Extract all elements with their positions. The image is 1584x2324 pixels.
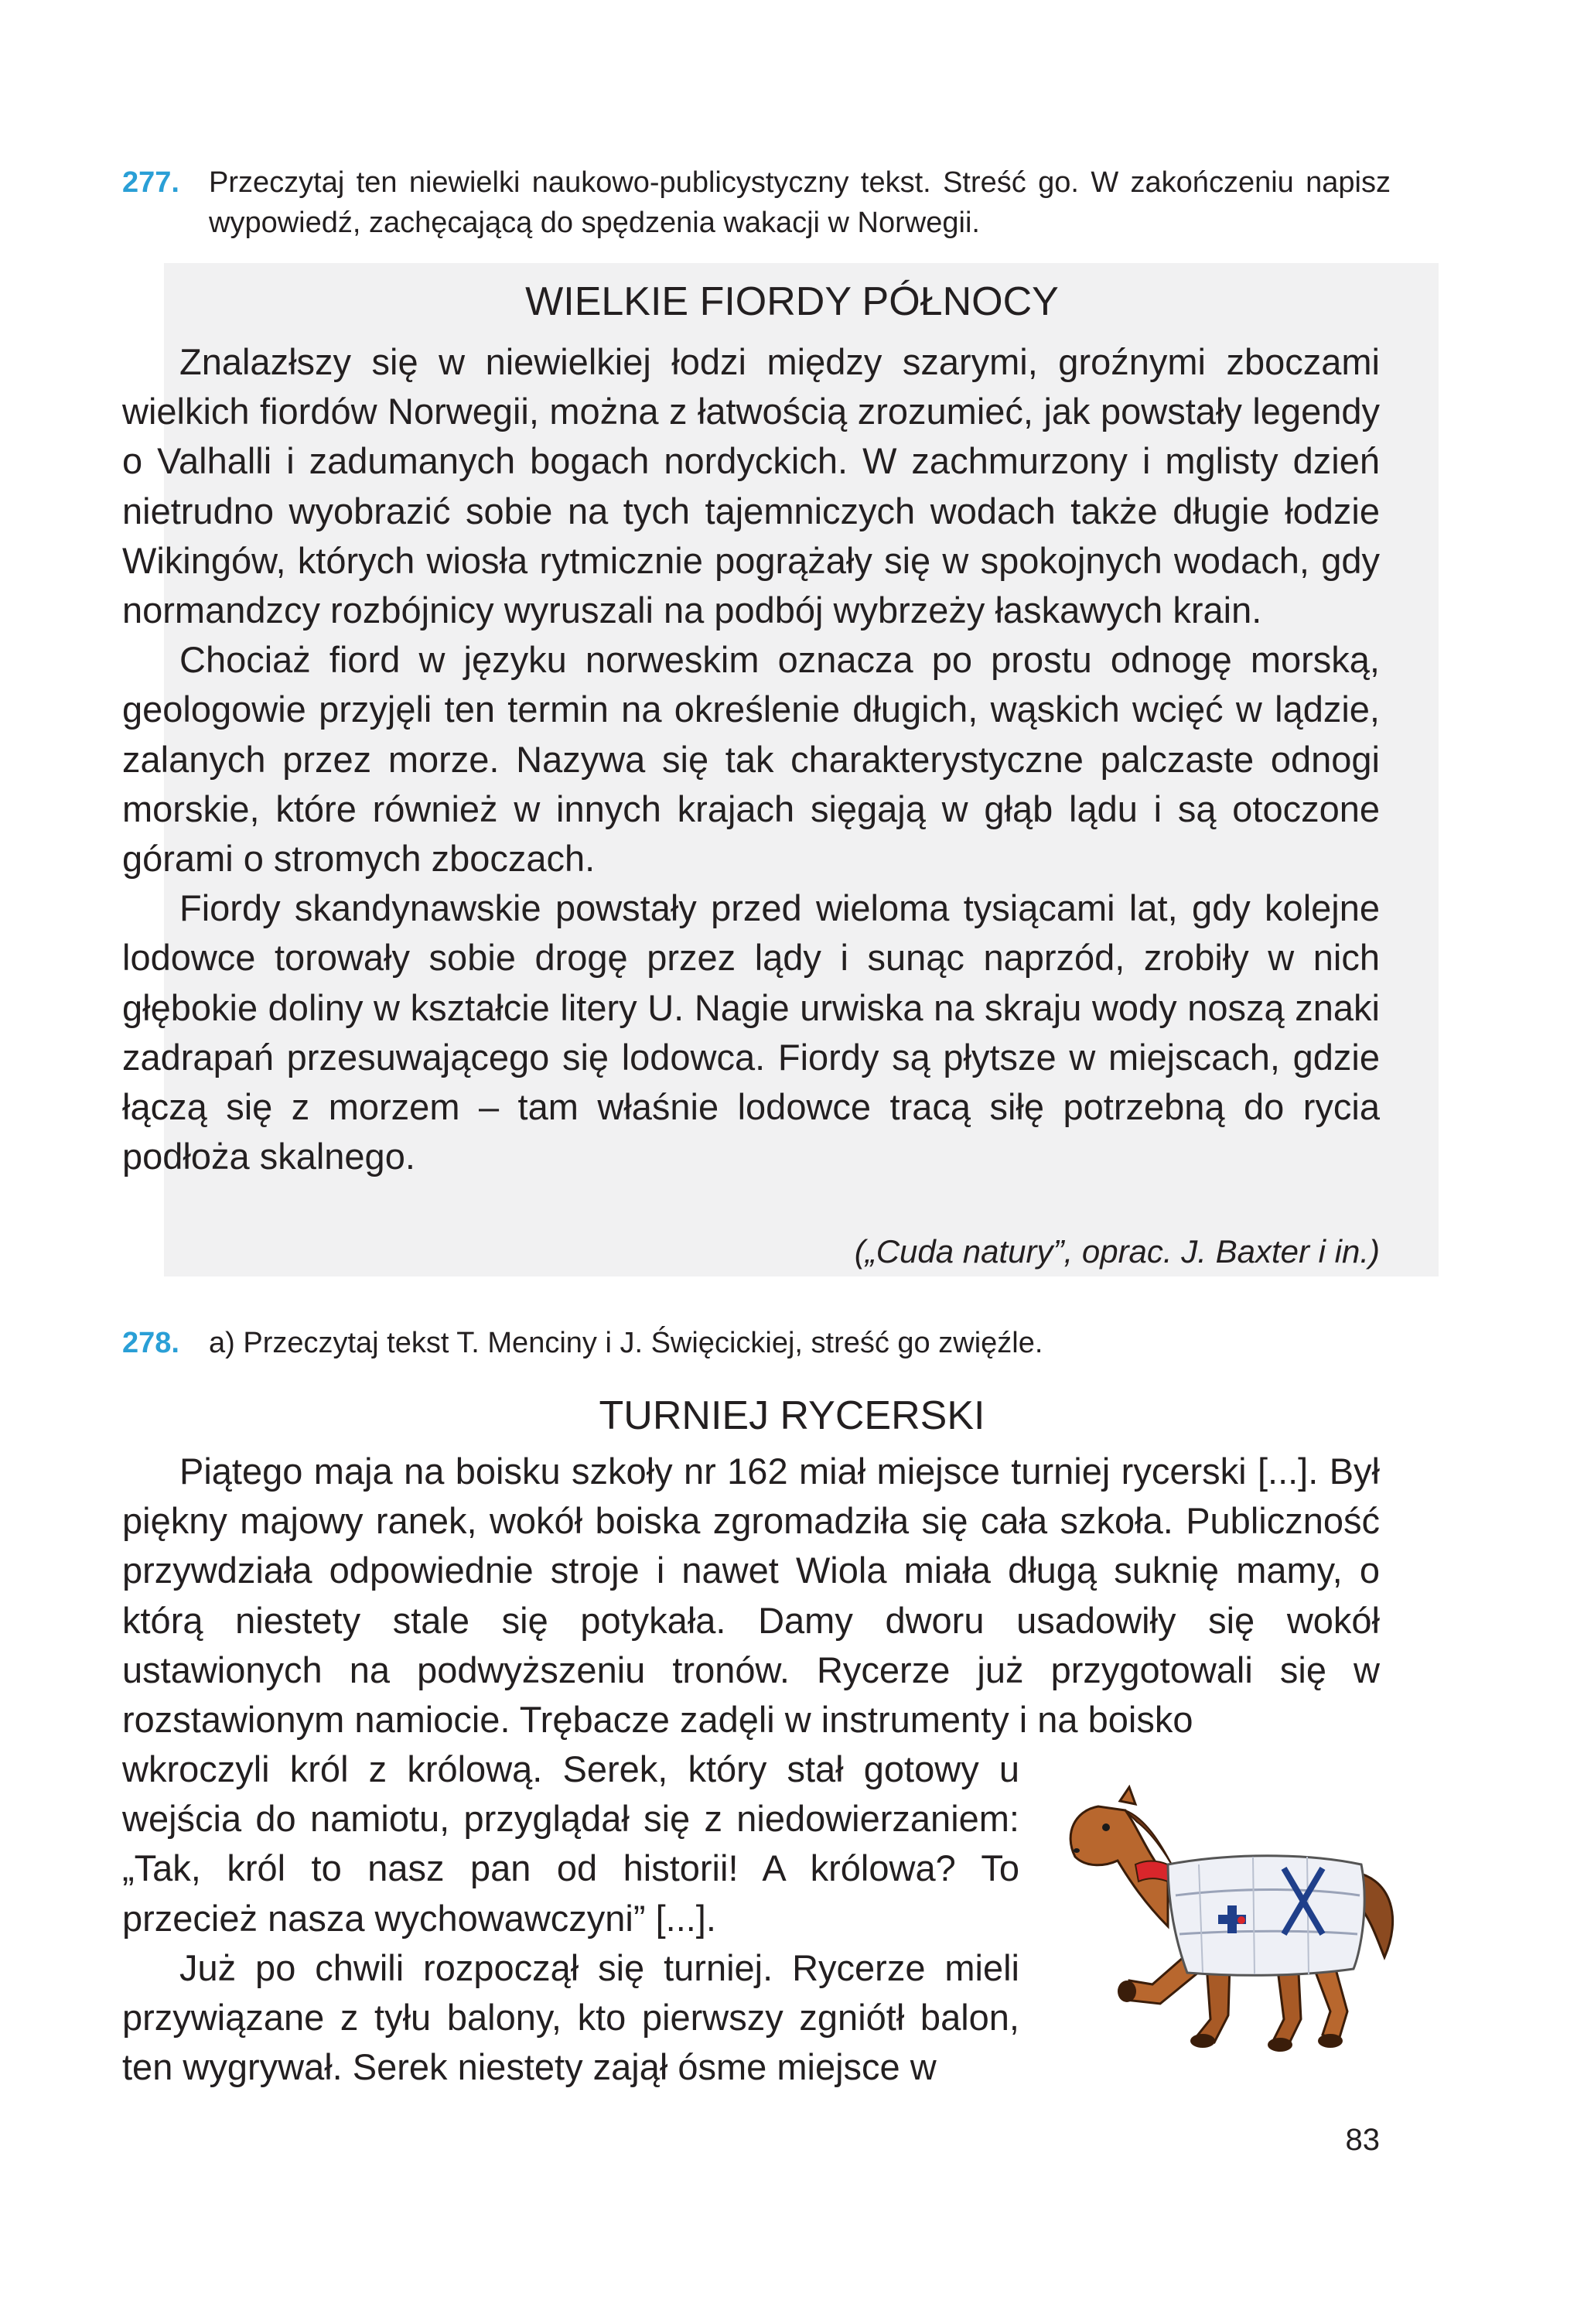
paragraph: Chociaż fiord w języku norweskim oznacza po prostu odnogę morską, geologowie przyjęli ten termin na określenie długich, wąskich wcięć w lądzie, zalanych przez morze. Nazywa się tak charakterystyczne palczaste odnogi morskie, które również w innych krajach sięgają w głąb lądu i są otoczone górami o stromych zboczach. xyxy=(122,639,1380,880)
text-title: WIELKIE FIORDY PÓŁNOCY xyxy=(525,279,1059,324)
reading-text xyxy=(122,1447,1380,1745)
exercise-instruction: a) Przeczytaj tekst T. Menciny i J. Święcickiej, streść go zwięźle. xyxy=(209,1327,1043,1359)
paragraph: wkroczyli król z królową. Serek, który stał gotowy u wejścia do namiotu, przyglądał się z niedowierzaniem: „Tak, król to nasz pan od historii! A królowa? To przecież nasza wychowawczyni” [...]. xyxy=(122,1748,1019,1939)
horse-illustration xyxy=(1052,1779,1408,2066)
reading-text xyxy=(122,337,1380,1181)
paragraph: Fiordy skandynawskie powstały przed wieloma tysiącami lat, gdy kolejne lodowce torowały sobie drogę przez lądy i sunąc naprzód, zrobiły w nich głębokie doliny w kształcie litery U. Nagie urwiska na skraju wody noszą znaki zadrapań przesuwającego się lodowca. Fiordy są płytsze w miejscach, gdzie łączą się z morzem – tam właśnie lodowce tracą siłę potrzebną do rycia podłoża skalnego. xyxy=(122,887,1380,1177)
exercise-278 xyxy=(122,1323,1391,1363)
exercise-277 xyxy=(122,162,1391,243)
paragraph: Znalazłszy się w niewielkiej łodzi między szarymi, groźnymi zboczami wielkich fiordów Norwegii, można z łatwością zrozumieć, jak powstały legendy o Valhalli i zadumanych bogach nordyckich. W zachmurzony i mglisty dzień nietrudno wyobrazić sobie na tych tajemniczych wodach także długie łodzie Wikingów, których wiosła rytmicznie pogrążały się w spokojnych wodach, gdy normandzcy rozbójnicy wyruszali na podbój wybrzeży łaskawych krain. xyxy=(122,341,1380,631)
exercise-number: 277. xyxy=(122,166,179,199)
exercise-number: 278. xyxy=(122,1327,179,1359)
text-source: („Cuda natury”, oprac. J. Baxter i in.) xyxy=(854,1233,1380,1270)
exercise-instruction: Przeczytaj ten niewielki naukowo-publicystyczny tekst. Streść go. W zakończeniu napisz wypowiedź, zachęcającą do spędzenia wakacji w Norwegii. xyxy=(209,166,1391,239)
text-title: TURNIEJ RYCERSKI xyxy=(599,1393,985,1438)
reading-text-continued xyxy=(122,1745,1019,2092)
paragraph: Piątego maja na boisku szkoły nr 162 miał miejsce turniej rycerski [...]. Był piękny majowy ranek, wokół boiska zgromadziła się cała szkoła. Publiczność przywdziała odpowiednie stroje i nawet Wiola miała długą suknię mamy, o którą niestety stale się potykała. Damy dworu usadowiły się wokół ustawionych na podwyższeniu tronów. Rycerze już przygotowali się w rozstawionym namiocie. Trębacze zadęli w instrumenty i na boisko xyxy=(122,1451,1380,1741)
paragraph: Już po chwili rozpoczął się turniej. Rycerze mieli przywiązane z tyłu balony, kto pierwszy zgniótł balon, ten wygrywał. Serek niestety zajął ósme miejsce w xyxy=(122,1946,1019,2088)
page-number: 83 xyxy=(1345,2123,1380,2157)
